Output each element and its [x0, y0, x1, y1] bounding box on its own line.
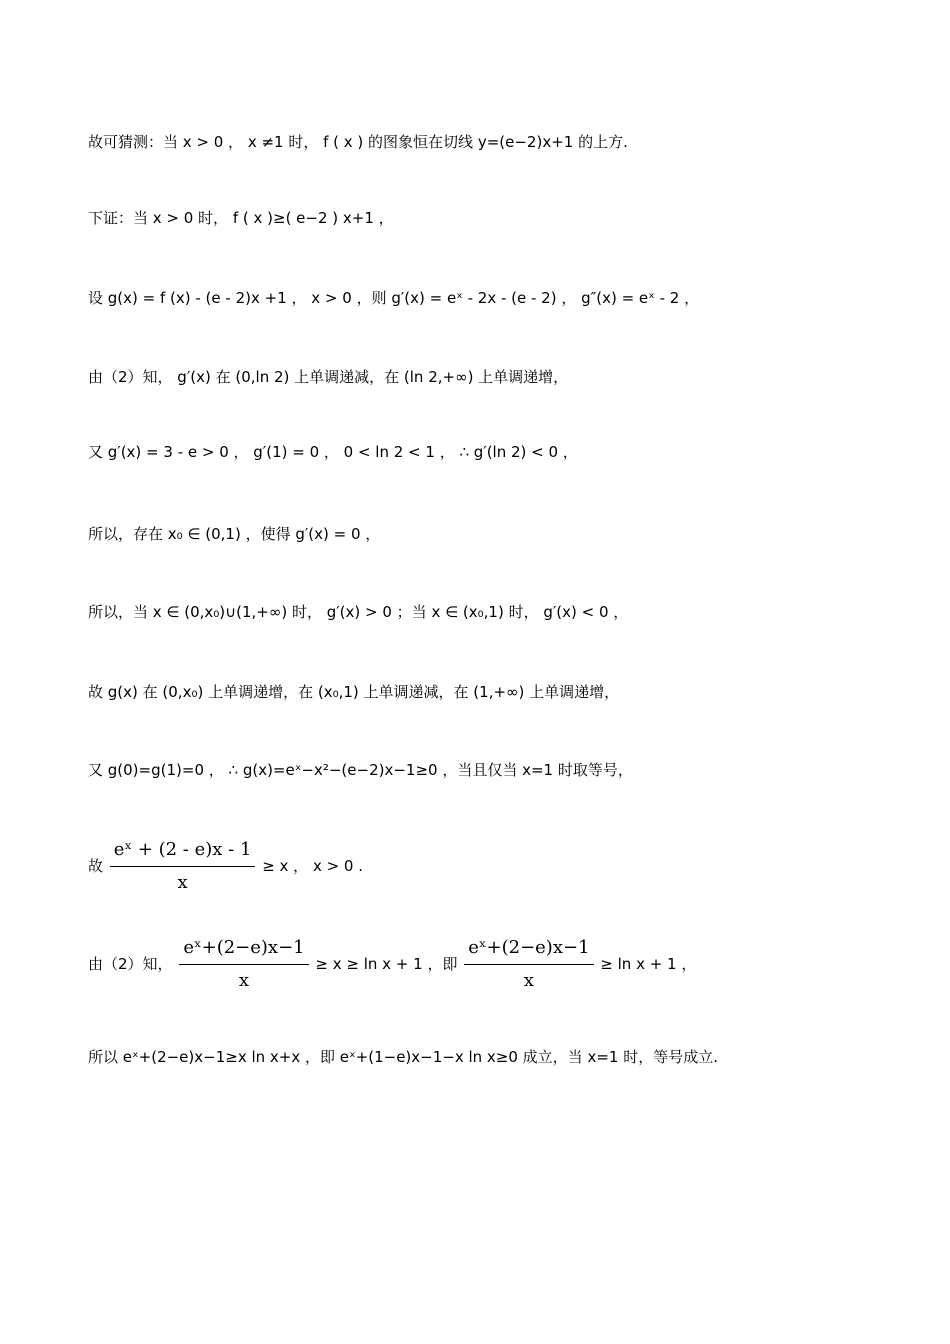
fraction-line-1-prefix: 故 [88, 857, 104, 875]
fraction-2b-denominator: x [523, 970, 534, 991]
fraction-1-denominator: x [177, 872, 188, 893]
text-line-8: 故 g(x) 在 (0,x₀) 上单调递增，在 (x₀,1) 上单调递减，在 (1,+∞) 上单调递增， [88, 683, 620, 701]
text-line-1: 故可猜测：当 x > 0 ， x ≠1 时， f ( x ) 的图象恒在切线 y=(e−2)x+1 的上方. [88, 133, 628, 151]
fraction-2a [179, 934, 308, 995]
text-line-3: 设 g(x) = f (x) - (e - 2)x +1 ， x > 0 ，则 g′(x) = eˣ - 2x - (e - 2) ， g″(x) = eˣ - 2 ， [88, 289, 700, 307]
text-line-5: 又 g′(x) = 3 - e > 0 ， g′(1) = 0 ， 0 < ln 2 < 1 ， ∴ g′(ln 2) < 0 ， [88, 443, 578, 461]
fraction-line-2-middle: ≥ x ≥ ln x + 1 ，即 [315, 955, 458, 973]
fraction-line-1-suffix: ≥ x ， x > 0 . [262, 857, 364, 875]
text-line-4: 由（2）知， g′(x) 在 (0,ln 2) 上单调递减，在 (ln 2,+∞) 上单调递增， [88, 368, 569, 386]
fraction-1-numerator: eˣ + (2 - e)x - 1 [110, 836, 256, 867]
fraction-2a-numerator: eˣ+(2−e)x−1 [179, 934, 308, 965]
fraction-2a-denominator: x [238, 970, 250, 991]
text-line-2: 下证：当 x > 0 时， f ( x )≥( e−2 ) x+1 ， [88, 209, 394, 227]
text-line-7: 所以，当 x ∈ (0,x₀)∪(1,+∞) 时， g′(x) > 0 ；当 x ∈ (x₀,1) 时， g′(x) < 0 ， [88, 603, 629, 621]
text-line-9: 又 g(0)=g(1)=0 ， ∴ g(x)=eˣ−x²−(e−2)x−1≥0 ，当且仅当 x=1 时取等号， [88, 761, 633, 779]
fraction-2b [464, 934, 593, 995]
fraction-line-2 [88, 934, 910, 995]
fraction-line-1 [88, 836, 910, 897]
fraction-1 [110, 836, 256, 897]
fraction-2b-numerator: eˣ+(2−e)x−1 [464, 934, 593, 965]
text-line-6: 所以，存在 x₀ ∈ (0,1) ，使得 g′(x) = 0 ， [88, 525, 381, 543]
fraction-line-2-prefix: 由（2）知， [88, 955, 173, 973]
text-line-last: 所以 eˣ+(2−e)x−1≥x ln x+x ，即 eˣ+(1−e)x−1−x ln x≥0 成立，当 x=1 时，等号成立. [88, 1048, 718, 1066]
fraction-line-2-suffix: ≥ ln x + 1 ， [600, 955, 697, 973]
